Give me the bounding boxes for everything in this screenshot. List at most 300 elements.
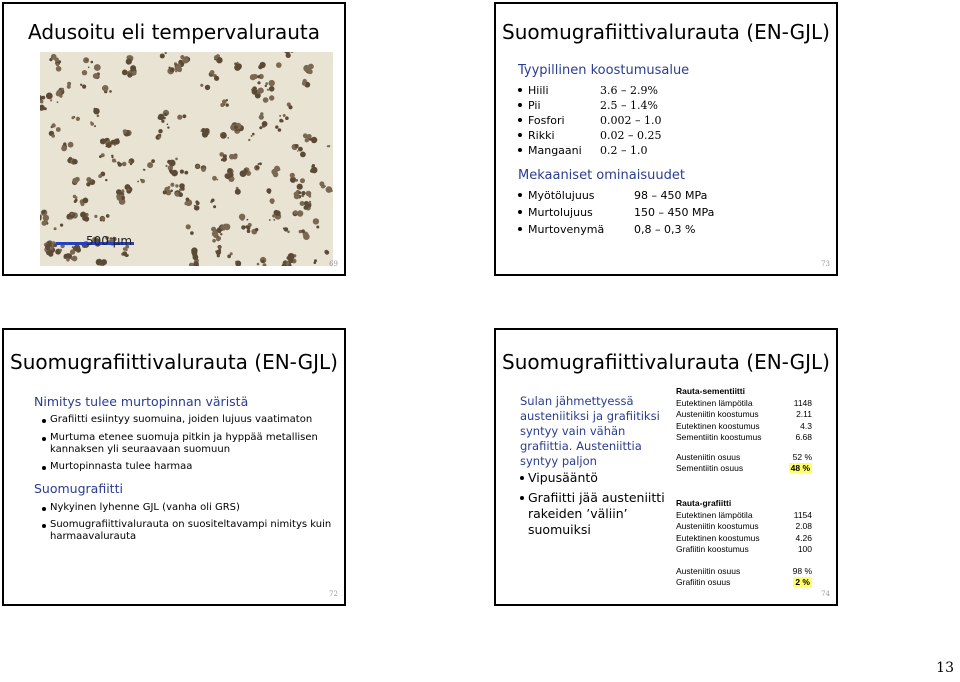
slide-title: Adusoitu eli tempervalurauta bbox=[28, 20, 320, 44]
graphite-nodule bbox=[94, 125, 96, 127]
graphite-nodule bbox=[115, 140, 118, 143]
graphite-nodule bbox=[71, 116, 74, 119]
bullet-text: Vipusääntö bbox=[528, 470, 598, 485]
graphite-nodule bbox=[67, 82, 71, 86]
graphite-nodule bbox=[263, 97, 269, 103]
graphite-nodule bbox=[325, 250, 329, 254]
graphite-nodule bbox=[147, 162, 153, 168]
graphite-nodule bbox=[239, 214, 245, 220]
graphite-nodule bbox=[75, 196, 78, 199]
table-row: Eutektinen lämpötila 1148 bbox=[676, 397, 812, 408]
graphite-nodule bbox=[316, 226, 319, 229]
graphite-nodule bbox=[278, 128, 282, 132]
graphite-nodule bbox=[286, 53, 291, 58]
graphite-nodule bbox=[273, 219, 275, 221]
graphite-nodule bbox=[218, 249, 221, 252]
graphite-nodule bbox=[140, 179, 142, 181]
table-title: Rauta-grafiitti bbox=[676, 498, 732, 508]
composition-row bbox=[518, 99, 658, 112]
scale-bar-label: 500 µm bbox=[86, 234, 133, 248]
graphite-nodule bbox=[68, 142, 74, 148]
graphite-nodule bbox=[257, 263, 260, 266]
graphite-nodule bbox=[189, 263, 194, 266]
table-row: Austeniitin koostumus 2.11 bbox=[676, 409, 812, 419]
table-row: Austeniitin osuus 52 % bbox=[676, 451, 812, 462]
graphite-nodule bbox=[217, 236, 219, 238]
composition-row bbox=[518, 129, 661, 142]
graphite-nodule bbox=[111, 156, 113, 158]
graphite-nodule bbox=[117, 196, 122, 201]
graphite-nodule bbox=[71, 257, 74, 260]
graphite-nodule bbox=[297, 210, 303, 216]
graphite-nodule bbox=[196, 165, 199, 168]
graphite-nodule bbox=[128, 73, 131, 76]
graphite-nodule bbox=[118, 163, 122, 167]
mechanical-row bbox=[518, 223, 695, 236]
micrograph-texture bbox=[40, 52, 333, 266]
graphite-nodule bbox=[279, 119, 283, 123]
property-name: Murtovenymä bbox=[528, 223, 605, 236]
graphite-nodule bbox=[183, 114, 187, 118]
graphite-nodule bbox=[276, 62, 282, 68]
graphite-nodule bbox=[175, 192, 179, 196]
graphite-nodule bbox=[110, 142, 112, 144]
graphite-nodule bbox=[176, 63, 181, 68]
graphite-nodule bbox=[284, 227, 288, 231]
slide-number: 72 bbox=[329, 590, 338, 598]
graphite-nodule bbox=[158, 129, 162, 133]
graphite-nodule bbox=[244, 168, 247, 171]
property-name: Myötölujuus bbox=[528, 189, 595, 202]
graphite-nodule bbox=[66, 258, 70, 262]
graphite-nodule bbox=[57, 90, 62, 95]
graphite-nodule bbox=[220, 233, 222, 235]
graphite-nodule bbox=[100, 138, 106, 144]
graphite-nodule bbox=[294, 193, 300, 199]
graphite-nodule bbox=[267, 89, 269, 91]
graphite-nodule bbox=[186, 224, 191, 229]
table-row: Grafiitin osuus 2 % bbox=[676, 577, 810, 587]
graphite-nodule bbox=[170, 183, 174, 187]
composition-row bbox=[518, 84, 658, 97]
graphite-nodule bbox=[232, 154, 236, 158]
graphite-nodule bbox=[160, 54, 165, 59]
graphite-nodule bbox=[80, 212, 86, 218]
table-row: Sementiitin osuus 48 % bbox=[676, 463, 810, 473]
table-row: Austeniitin koostumus 2.08 bbox=[676, 521, 812, 531]
graphite-nodule bbox=[227, 168, 232, 173]
bullet-item bbox=[50, 519, 340, 543]
graphite-nodule bbox=[179, 183, 185, 189]
graphite-nodule bbox=[90, 121, 92, 123]
slide-title: Suomugrafiittivalurauta (EN-GJL) bbox=[10, 350, 338, 374]
graphite-nodule bbox=[285, 116, 289, 120]
graphite-nodule bbox=[219, 246, 221, 248]
table-row: Eutektinen koostumus 4.3 bbox=[676, 420, 812, 431]
graphite-nodule bbox=[158, 136, 161, 139]
graphite-nodule bbox=[308, 69, 313, 74]
graphite-nodule bbox=[214, 55, 218, 59]
graphite-nodule bbox=[88, 67, 90, 69]
element-name: Rikki bbox=[528, 129, 555, 142]
graphite-nodule bbox=[46, 251, 51, 256]
graphite-nodule bbox=[46, 93, 53, 100]
slide-composition bbox=[494, 2, 838, 276]
micrograph-image bbox=[40, 52, 333, 266]
graphite-nodule bbox=[61, 88, 64, 91]
graphite-nodule bbox=[194, 205, 199, 210]
graphite-nodule bbox=[122, 70, 128, 76]
graphite-nodule bbox=[255, 228, 258, 231]
graphite-nodule bbox=[75, 199, 78, 202]
graphite-nodule bbox=[306, 135, 310, 139]
graphite-nodule bbox=[94, 215, 97, 218]
graphite-nodule bbox=[82, 85, 86, 89]
graphite-nodule bbox=[235, 189, 241, 195]
graphite-nodule bbox=[151, 159, 155, 163]
graphite-heading: Suomugrafiitti bbox=[34, 481, 123, 496]
graphite-nodule bbox=[51, 134, 55, 138]
graphite-nodule bbox=[102, 87, 105, 90]
graphite-nodule bbox=[191, 247, 197, 253]
graphite-nodule bbox=[122, 251, 127, 256]
slide-naming bbox=[2, 328, 346, 606]
graphite-nodule bbox=[215, 251, 217, 253]
bullet-text: Murtopinnasta tulee harmaa bbox=[50, 461, 193, 472]
graphite-nodule bbox=[44, 210, 46, 212]
bullet-item bbox=[528, 490, 678, 538]
graphite-nodule bbox=[310, 169, 314, 173]
graphite-nodule bbox=[94, 108, 96, 110]
graphite-nodule bbox=[319, 181, 324, 186]
graphite-nodule bbox=[71, 213, 73, 215]
graphite-nodule bbox=[247, 219, 249, 221]
graphite-nodule bbox=[184, 171, 188, 175]
graphite-nodule bbox=[213, 205, 216, 208]
graphite-nodule bbox=[327, 145, 329, 147]
graphite-nodule bbox=[41, 96, 45, 100]
mechanical-heading: Mekaaniset ominaisuudet bbox=[518, 168, 685, 183]
graphite-nodule bbox=[165, 165, 167, 167]
graphite-nodule bbox=[163, 117, 166, 120]
graphite-nodule bbox=[268, 191, 271, 194]
graphite-nodule bbox=[80, 84, 82, 86]
graphite-nodule bbox=[304, 205, 308, 209]
graphite-nodule bbox=[300, 201, 305, 206]
graphite-nodule bbox=[127, 189, 129, 191]
graphite-nodule bbox=[177, 115, 182, 120]
graphite-nodule bbox=[224, 224, 231, 231]
graphite-nodule bbox=[270, 199, 274, 203]
graphite-nodule bbox=[260, 112, 263, 115]
bullet-text: Nykyinen lyhenne GJL (vanha oli GRS) bbox=[50, 502, 240, 513]
graphite-nodule bbox=[301, 229, 305, 233]
bullet-text: Grafiitti jää austeniitti rakeiden ’väliin’ suomuiksi bbox=[528, 490, 665, 537]
graphite-nodule bbox=[314, 259, 317, 262]
graphite-nodule bbox=[56, 66, 62, 72]
graphite-nodule bbox=[265, 82, 268, 85]
graphite-nodule bbox=[128, 161, 131, 164]
property-value: 98 – 450 MPa bbox=[634, 189, 708, 202]
graphite-nodule bbox=[279, 115, 281, 117]
fe-graphite-table bbox=[676, 498, 812, 589]
graphite-nodule bbox=[91, 61, 94, 64]
graphite-nodule bbox=[297, 150, 299, 152]
graphite-nodule bbox=[190, 231, 194, 235]
element-value: 0.2 – 1.0 bbox=[600, 144, 648, 157]
graphite-nodule bbox=[72, 159, 78, 165]
graphite-nodule bbox=[263, 263, 267, 266]
slide-title: Suomugrafiittivalurauta (EN-GJL) bbox=[502, 20, 830, 44]
graphite-nodule bbox=[170, 67, 175, 72]
graphite-nodule bbox=[241, 225, 245, 229]
graphite-nodule bbox=[70, 249, 75, 254]
graphite-nodule bbox=[167, 126, 169, 128]
graphite-nodule bbox=[261, 260, 264, 263]
graphite-nodule bbox=[82, 70, 87, 75]
graphite-nodule bbox=[227, 137, 229, 139]
graphite-nodule bbox=[273, 171, 278, 176]
graphite-nodule bbox=[60, 224, 63, 227]
graphite-nodule bbox=[97, 115, 100, 118]
graphite-nodule bbox=[175, 184, 178, 187]
graphite-nodule bbox=[312, 164, 315, 167]
graphite-nodule bbox=[298, 147, 303, 152]
bullet-item bbox=[50, 461, 350, 473]
graphite-nodule bbox=[304, 232, 308, 236]
graphite-nodule bbox=[283, 114, 286, 117]
mechanical-row bbox=[518, 189, 707, 202]
bullet-text: Grafiitti esiintyy suomuina, joiden lujuus vaatimaton bbox=[50, 414, 313, 425]
graphite-nodule bbox=[302, 81, 306, 85]
graphite-nodule bbox=[86, 182, 90, 186]
graphite-nodule bbox=[76, 117, 80, 121]
graphite-nodule bbox=[290, 173, 295, 178]
property-value: 150 – 450 MPa bbox=[634, 206, 715, 219]
graphite-nodule bbox=[122, 189, 125, 192]
graphite-nodule bbox=[236, 64, 239, 67]
graphite-nodule bbox=[51, 123, 55, 127]
graphite-nodule bbox=[169, 160, 176, 167]
graphite-nodule bbox=[297, 184, 303, 190]
graphite-nodule bbox=[257, 81, 260, 84]
graphite-nodule bbox=[94, 110, 96, 112]
graphite-nodule bbox=[163, 190, 167, 194]
graphite-nodule bbox=[299, 191, 302, 194]
composition-row bbox=[518, 114, 661, 127]
slide-lever-rule bbox=[494, 328, 838, 606]
graphite-nodule bbox=[269, 219, 271, 221]
graphite-nodule bbox=[217, 246, 219, 248]
graphite-nodule bbox=[99, 155, 102, 158]
naming-heading: Nimitys tulee murtopinnan väristä bbox=[34, 394, 249, 409]
element-name: Hiili bbox=[528, 84, 549, 97]
graphite-nodule bbox=[74, 247, 77, 250]
graphite-nodule bbox=[307, 203, 311, 207]
graphite-nodule bbox=[237, 62, 239, 64]
graphite-nodule bbox=[195, 200, 198, 203]
graphite-nodule bbox=[193, 254, 199, 260]
graphite-nodule bbox=[51, 54, 57, 60]
graphite-nodule bbox=[56, 127, 61, 132]
graphite-nodule bbox=[201, 167, 206, 172]
graphite-nodule bbox=[109, 90, 112, 93]
graphite-nodule bbox=[269, 80, 275, 86]
graphite-nodule bbox=[288, 253, 295, 260]
bullet-text: Murtuma etenee suomuja pitkin ja hyppää metallisen kannaksen yli seuraavaan suomuun bbox=[50, 432, 318, 455]
graphite-nodule bbox=[175, 70, 177, 72]
graphite-nodule bbox=[230, 252, 233, 255]
graphite-nodule bbox=[229, 173, 234, 178]
bullet-item bbox=[528, 470, 678, 486]
graphite-nodule bbox=[248, 139, 250, 141]
graphite-nodule bbox=[94, 64, 101, 71]
graphite-nodule bbox=[105, 179, 107, 181]
graphite-nodule bbox=[221, 159, 224, 162]
graphite-nodule bbox=[245, 225, 248, 228]
graphite-nodule bbox=[210, 70, 215, 75]
graphite-nodule bbox=[256, 166, 260, 170]
graphite-nodule bbox=[214, 76, 219, 81]
graphite-nodule bbox=[258, 65, 262, 69]
graphite-nodule bbox=[269, 95, 274, 100]
mechanical-row bbox=[518, 206, 714, 219]
graphite-nodule bbox=[312, 140, 315, 143]
composition-heading: Tyypillinen koostumusalue bbox=[518, 63, 690, 78]
graphite-nodule bbox=[83, 198, 89, 204]
graphite-nodule bbox=[63, 142, 66, 145]
table-row: Grafiitin koostumus 100 bbox=[676, 544, 812, 554]
graphite-nodule bbox=[161, 120, 164, 123]
slide-title: Suomugrafiittivalurauta (EN-GJL) bbox=[502, 350, 830, 374]
graphite-nodule bbox=[278, 168, 281, 171]
graphite-nodule bbox=[182, 57, 189, 64]
graphite-nodule bbox=[123, 129, 127, 133]
graphite-nodule bbox=[93, 73, 99, 79]
highlighted-value: 48 % bbox=[790, 463, 810, 473]
graphite-nodule bbox=[226, 103, 229, 106]
graphite-nodule bbox=[308, 195, 311, 198]
graphite-nodule bbox=[165, 52, 167, 54]
graphite-nodule bbox=[101, 259, 107, 265]
highlighted-value: 2 % bbox=[795, 577, 810, 587]
slide-tempervalurauta bbox=[2, 2, 346, 276]
graphite-nodule bbox=[295, 144, 299, 148]
element-name: Mangaani bbox=[528, 144, 582, 157]
graphite-nodule bbox=[293, 210, 297, 214]
graphite-nodule bbox=[170, 190, 173, 193]
slide-number: 74 bbox=[821, 590, 830, 598]
graphite-nodule bbox=[91, 181, 93, 183]
graphite-nodule bbox=[59, 249, 62, 252]
graphite-nodule bbox=[262, 121, 268, 127]
graphite-nodule bbox=[72, 178, 78, 184]
element-value: 3.6 – 2.9% bbox=[600, 84, 658, 97]
graphite-nodule bbox=[100, 219, 102, 221]
graphite-nodule bbox=[175, 158, 178, 161]
graphite-nodule bbox=[205, 85, 210, 90]
graphite-nodule bbox=[106, 214, 110, 218]
graphite-nodule bbox=[252, 133, 255, 136]
graphite-nodule bbox=[125, 249, 127, 251]
graphite-nodule bbox=[72, 246, 74, 248]
graphite-nodule bbox=[121, 196, 125, 200]
graphite-nodule bbox=[257, 75, 260, 78]
bullet-item bbox=[50, 414, 350, 426]
bullet-text: Suomugrafiittivalurauta on suositeltavampi nimitys kuin harmaavalurauta bbox=[50, 519, 332, 542]
slide-number: 73 bbox=[821, 260, 830, 268]
graphite-nodule bbox=[222, 99, 227, 104]
graphite-nodule bbox=[221, 133, 225, 137]
graphite-nodule bbox=[301, 191, 305, 195]
graphite-nodule bbox=[212, 176, 217, 181]
graphite-nodule bbox=[106, 146, 108, 148]
graphite-nodule bbox=[295, 179, 298, 182]
graphite-nodule bbox=[300, 178, 305, 183]
graphite-nodule bbox=[200, 84, 203, 87]
graphite-nodule bbox=[247, 229, 251, 233]
graphite-nodule bbox=[234, 125, 238, 129]
element-value: 0.02 – 0.25 bbox=[600, 129, 662, 142]
graphite-nodule bbox=[167, 124, 169, 126]
table-title: Rauta-sementiitti bbox=[676, 386, 745, 396]
graphite-nodule bbox=[326, 186, 333, 193]
graphite-nodule bbox=[269, 86, 275, 92]
graphite-nodule bbox=[171, 170, 178, 177]
bullet-item bbox=[50, 502, 350, 514]
table-row: Austeniitin osuus 98 % bbox=[676, 565, 812, 576]
page-number: 13 bbox=[936, 660, 954, 676]
bullet-item bbox=[50, 432, 340, 456]
graphite-nodule bbox=[223, 154, 227, 158]
graphite-nodule bbox=[159, 134, 161, 136]
graphite-nodule bbox=[251, 135, 253, 137]
composition-row bbox=[518, 144, 647, 157]
table-row: Eutektinen koostumus 4.26 bbox=[676, 532, 812, 543]
element-name: Pii bbox=[528, 99, 541, 112]
graphite-nodule bbox=[313, 218, 319, 224]
graphite-nodule bbox=[50, 247, 53, 250]
graphite-nodule bbox=[144, 169, 146, 171]
element-value: 0.002 – 1.0 bbox=[600, 114, 662, 127]
graphite-nodule bbox=[112, 159, 116, 163]
graphite-nodule bbox=[40, 105, 45, 111]
table-row: Eutektinen lämpötila 1154 bbox=[676, 509, 812, 520]
graphite-nodule bbox=[61, 146, 67, 152]
graphite-nodule bbox=[86, 59, 88, 61]
graphite-nodule bbox=[211, 200, 214, 203]
property-value: 0,8 – 0,3 % bbox=[634, 223, 696, 236]
graphite-nodule bbox=[43, 215, 49, 221]
element-name: Fosfori bbox=[528, 114, 565, 127]
graphite-nodule bbox=[212, 239, 216, 243]
graphite-nodule bbox=[204, 128, 209, 133]
table-row: Sementiitin koostumus 6.68 bbox=[676, 432, 812, 442]
graphite-nodule bbox=[168, 186, 171, 189]
intro-text: Sulan jähmettyessä austeniitiksi ja grafiitiksi syntyy vain vähän grafiittia. Austeniittia syntyy paljon bbox=[520, 394, 660, 468]
graphite-nodule bbox=[54, 227, 57, 230]
graphite-nodule bbox=[126, 59, 132, 65]
graphite-nodule bbox=[122, 162, 127, 167]
graphite-nodule bbox=[40, 100, 44, 104]
graphite-nodule bbox=[283, 261, 286, 264]
graphite-nodule bbox=[56, 63, 59, 66]
slide-number: 69 bbox=[329, 260, 338, 268]
element-value: 2.5 – 1.4% bbox=[600, 99, 658, 112]
graphite-nodule bbox=[132, 71, 137, 76]
graphite-nodule bbox=[164, 113, 167, 116]
graphite-nodule bbox=[288, 105, 292, 109]
